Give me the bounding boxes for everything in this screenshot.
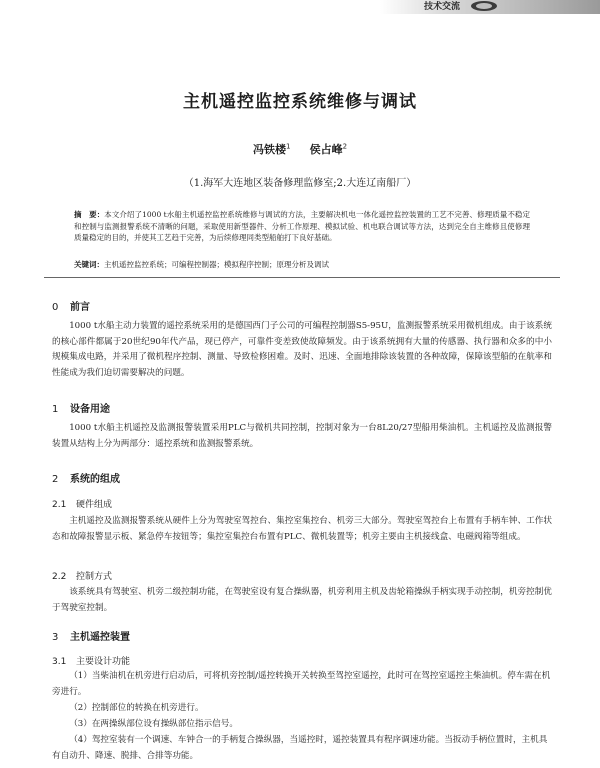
author-list [0,141,600,157]
section-title: 系统的组成 [70,474,120,485]
section-title: 设备用途 [70,404,110,415]
subsection-heading [52,569,112,582]
paragraph: 主机遥控及监测报警系统从硬件上分为驾驶室驾控台、集控室集控台、机旁三大部分。驾驶室驾控台上布置有手柄车钟、工作状态和故障报警显示板、紧急停车按钮等；集控室集控台布置有PLC、微机装置等；机旁主要由主机接线盒、电磁阀箱等组成。 [52,516,552,542]
section-heading [52,298,90,313]
subsection-number: 2.1 [52,500,67,510]
list-item: （1）当柴油机在机旁进行启动后，可将机旁控制/遥控转换开关转换至驾控室遥控，此时可在驾控室遥控主柴油机。停车需在机旁进行。 [52,671,551,697]
subsection-heading [52,654,130,667]
subsection-title: 控制方式 [76,572,113,582]
affiliation-mark: 1 [285,142,291,151]
author-name: 侯占峰 [309,143,343,156]
section-number: 0 [52,302,59,313]
column-tag: 技术交流 [424,2,461,12]
subsection-number: 3.1 [52,657,67,667]
section-heading [52,400,110,415]
subsection-heading [52,497,112,510]
section-heading [52,470,120,485]
section-title: 前言 [70,302,90,313]
affiliation: （1.海军大连地区装备修理监修室;2.大连辽南船厂） [183,178,417,189]
journal-logo-icon [470,0,498,12]
abstract-label: 摘 要： [74,210,105,219]
subsection-title: 硬件组成 [76,500,113,510]
section-title: 主机遥控装置 [70,632,130,643]
divider [44,277,560,278]
section-heading [52,628,130,643]
abstract-text: 本文介绍了1000 t水船主机遥控监控系统维修与调试的方法，主要解决机电一体化遥控监控装置的工艺不完善、修理质量不稳定和控制与监测报警系统不清晰的问题，采取使用新型器件、分析工作原理、模拟试验、机电联合调试等方法，达到完全自主维修且使修理质量稳定的目的，并使其工艺趋于完善，为后续修理同类型船舶打下良好基础。 [74,210,531,242]
subsection-title: 主要设计功能 [76,657,131,667]
section-number: 3 [52,632,59,643]
article-title: 主机遥控监控系统维修与调试 [183,92,417,112]
list-item: （4）驾控室装有一个调速、车钟合一的手柄复合操纵器，当遥控时，遥控装置具有程序调速功能。当扳动手柄位置时，主机具有自动升、降速、脱排、合排等功能。 [52,735,548,761]
list-item: （2）控制部位的转换在机旁进行。 [69,703,204,713]
subsection-number: 2.2 [52,572,67,582]
keywords [74,259,530,271]
author-name: 冯铁楼 [252,143,286,156]
section-number: 2 [52,474,59,485]
abstract [74,209,530,244]
section-number: 1 [52,404,59,415]
keywords-label: 关键词： [74,260,104,269]
paragraph: 1000 t水船主动力装置的遥控系统采用的是德国西门子公司的可编程控制器S5-95U，监测报警系统采用微机组成。由于该系统的核心部件都属于20世纪90年代产品，现已停产，可靠件变差致使故障频发。由于该系统拥有大量的传感器、执行器和众多的中小规模集成电路，并采用了微机程序控制、测量、导致检修困难。及时、迅速、全面地排除该装置的各种故障，保障该型船的在航率和性能成为我们迫切需要解决的问题。 [52,321,552,378]
list-item: （3）在两操纵部位设有操纵部位指示信号。 [69,719,238,729]
paragraph: 1000 t水船主机遥控及监测报警装置采用PLC与微机共同控制，控制对象为一台8L20/27型船用柴油机。主机遥控及监测报警装置从结构上分为两部分：遥控系统和监测报警系统。 [52,423,552,449]
affiliation-mark: 2 [342,142,348,151]
paragraph: 该系统具有驾驶室、机旁二级控制功能，在驾驶室设有复合操纵器，机旁利用主机及齿轮箱操纵手柄实现手动控制，机旁控制优于驾驶室控制。 [52,587,552,613]
keywords-text: 主机遥控监控系统；可编程控制器；模拟程序控制；原理分析及调试 [104,260,329,269]
